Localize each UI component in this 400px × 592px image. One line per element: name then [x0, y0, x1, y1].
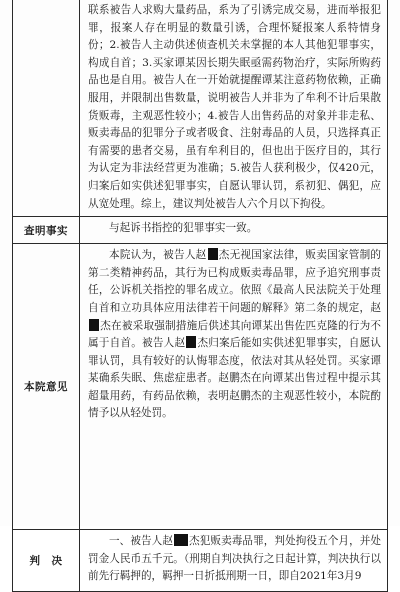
opinion-segment-1: 本院认为，被告人赵 [109, 249, 207, 262]
defense-paragraph: 联系被告人求购大量药品，系为了引诱完成交易，进而举报犯罪，报案人存在明显的数量引诱，合理怀疑报案人系特情身份；2.被告人主动供述侦查机关未掌握的本人其他犯罪事实，构成自首；3.买家谭某因长期失眠亟需药物治疗，实际所购药品也是自用。被告人在一开始就提醒谭某注意药物依赖，正确服用，并限制出售数量，说明被告人并非为了牟利不计后果散货贩毒，主观恶性较小；4.被告人出售药品的对象并非走私、贩卖毒品的犯罪分子或者吸食、注射毒品的人员，只选择真正有需要的患者交易，虽有牟利目的，但也出于医疗目的，其行为认定为非法经营更为准确；5.被告人获利极少，仅420元，归案后如实供述犯罪事实，自愿认罪认罚，系初犯、偶犯，应从宽处理。综上，建议判处被告人六个月以下拘役。 [88, 4, 381, 210]
redaction-mark [89, 319, 99, 331]
facts-label: 查明事实 [13, 217, 80, 244]
facts-text [80, 217, 388, 244]
verdict-paragraph [88, 533, 381, 586]
opinion-segment-2: 杰无视国家法律，贩卖国家管制的第二类精神药品，其行为已构成贩卖毒品罪，应予追究刑事责任，公诉机关指控的罪名成立。依照《最高人民法院关于处理自首和立功具体应用法律若干问题的解释》第二条的规定，赵 [88, 249, 381, 314]
facts-row [13, 217, 388, 244]
court-opinion-text [80, 244, 388, 530]
judgment-table [12, 0, 388, 592]
court-opinion-label: 本院意见 [13, 244, 80, 530]
opinion-segment-3: 杰在被采取强制措施后供述其向谭某出售佐匹克隆的行为不属于自首。被告人赵 [88, 319, 381, 350]
defense-opinion-text [80, 0, 388, 217]
opinion-segment-4: 杰归案后能如实供述犯罪事实，自愿认罪认罚，具有较好的认悔罪态度，依法对其从轻处罚。买家谭某确系失眠、焦虑症患者。赵鹏杰在向谭某出售过程中提示其超量用药，有药品依赖，表明赵鹏杰的主观恶性较小，本院酌情予以从轻处罚。 [88, 337, 382, 420]
facts-paragraph: 与起诉书指控的犯罪事实一致。 [109, 222, 258, 235]
verdict-segment-2: 杰犯贩卖毒品罪，判处拘役五个月，并处罚金人民币五千元。（刑期自判决执行之日起计算，判决执行以前先行羁押的，羁押一日折抵刑期一日，即自2021年3月9 [88, 535, 381, 583]
defense-opinion-row [13, 0, 388, 217]
redaction-mark [208, 248, 218, 260]
redaction-mark [174, 534, 188, 546]
verdict-label: 判 决 [13, 530, 80, 592]
verdict-segment-1: 一、被告人赵 [109, 535, 173, 548]
verdict-text [80, 530, 388, 592]
row-label-empty [13, 0, 80, 217]
court-opinion-paragraph [88, 247, 381, 423]
verdict-row [13, 530, 388, 592]
court-opinion-row [13, 244, 388, 530]
redaction-mark [186, 336, 196, 348]
